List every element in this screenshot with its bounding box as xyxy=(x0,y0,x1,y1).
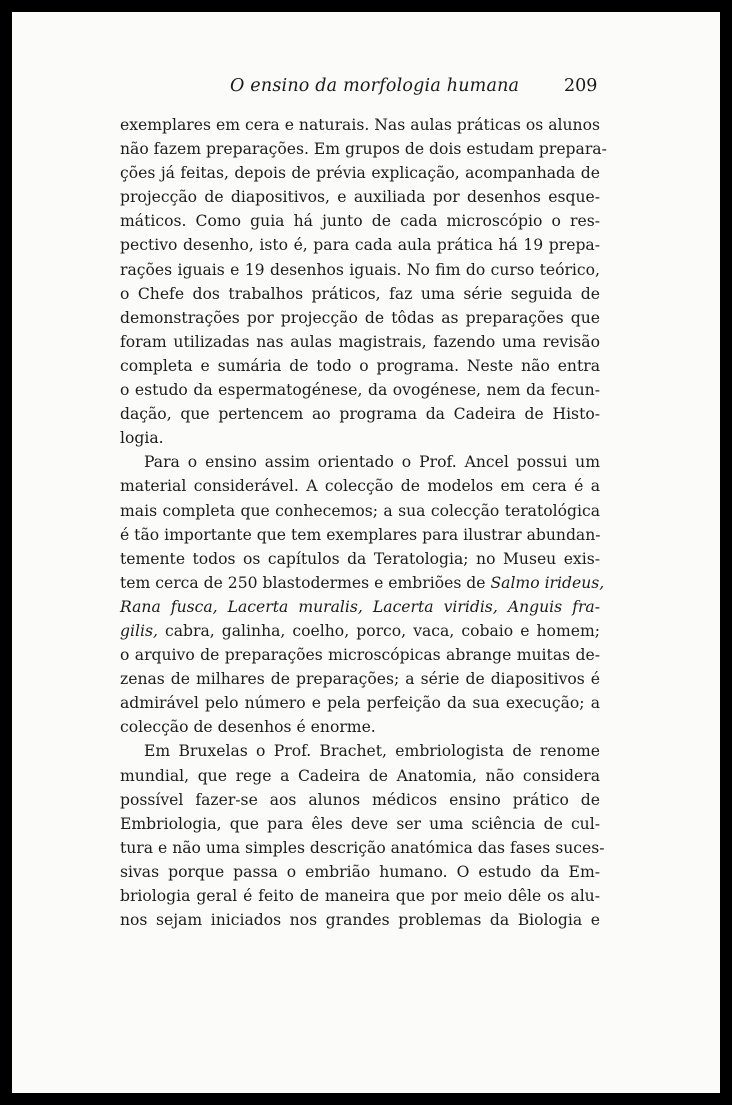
text-line: Em Bruxelas o Prof. Brachet, embriologista de renome xyxy=(144,742,600,761)
text-line: o arquivo de preparações microscópicas abrange muitas de- xyxy=(120,646,600,665)
text-line: nos sejam iniciados nos grandes problemas da Biologia e xyxy=(120,911,600,930)
text-line: gilis, cabra, galinha, coelho, porco, vaca, cobaio e homem; xyxy=(120,621,600,640)
text-line: é tão importante que tem exemplares para ilustrar abundan- xyxy=(120,525,601,544)
page-number: 209 xyxy=(564,76,598,96)
text-line: rações iguais e 19 desenhos iguais. No fim do curso teórico, xyxy=(120,260,600,279)
book-page xyxy=(12,12,720,1093)
page-header xyxy=(12,76,720,102)
text-line: Para o ensino assim orientado o Prof. Ancel possui um xyxy=(144,453,600,472)
text-line: exemplares em cera e naturais. Nas aulas práticas os alunos xyxy=(120,116,600,134)
text-line: não fazem preparações. Em grupos de dois estudam prepara- xyxy=(120,140,607,159)
text-line: pectivo desenho, isto é, para cada aula prática há 19 prepa- xyxy=(120,236,600,255)
running-title: O ensino da morfologia humana xyxy=(230,76,520,96)
text-line: ções já feitas, depois de prévia explicação, acompanhada de xyxy=(120,164,600,183)
text-line: admirável pelo número e pela perfeição da sua execução; a xyxy=(120,694,600,713)
text-line: sivas porque passa o embrião humano. O estudo da Em- xyxy=(120,862,600,881)
text-line: o Chefe dos trabalhos práticos, faz uma série seguida de xyxy=(120,284,600,303)
text-line: completa e sumária de todo o programa. Neste não entra xyxy=(120,356,600,375)
text-line: mundial, que rege a Cadeira de Anatomia, não considera xyxy=(120,766,600,785)
text-line: o estudo da espermatogénese, da ovogénese, nem da fecun- xyxy=(120,381,600,400)
text-line: zenas de milhares de preparações; a série de diapositivos é xyxy=(120,670,600,689)
text-line: Embriologia, que para êles deve ser uma sciência de cul- xyxy=(120,814,600,833)
text-line: material considerável. A colecção de modelos em cera é a xyxy=(120,477,600,496)
text-line: foram utilizadas nas aulas magistrais, fazendo uma revisão xyxy=(120,332,600,351)
text-line: mais completa que conhecemos; a sua colecção teratológica xyxy=(120,501,600,520)
text-line: possível fazer-se aos alunos médicos ensino prático de xyxy=(120,790,600,809)
text-line: logia. xyxy=(120,429,164,448)
text-line: temente todos os capítulos da Teratologia; no Museu exis- xyxy=(120,549,600,568)
text-line: tura e não uma simples descrição anatómica das fases suces- xyxy=(120,838,605,857)
text-line: tem cerca de 250 blastodermes e embriões de Salmo irideus, xyxy=(120,573,605,592)
text-line: colecção de desenhos é enorme. xyxy=(120,718,376,737)
text-line: máticos. Como guia há junto de cada microscópio o res- xyxy=(120,212,600,231)
text-line: dação, que pertencem ao programa da Cadeira de Histo- xyxy=(120,405,600,424)
text-line: Rana fusca, Lacerta muralis, Lacerta viridis, Anguis fra- xyxy=(120,597,600,616)
text-line: projecção de diapositivos, e auxiliada por desenhos esque- xyxy=(120,188,600,207)
text-line: demonstrações por projecção de tôdas as preparações que xyxy=(120,308,600,327)
text-line: briologia geral é feito de maneira que por meio dêle os alu- xyxy=(120,887,600,905)
body-text xyxy=(120,113,607,932)
